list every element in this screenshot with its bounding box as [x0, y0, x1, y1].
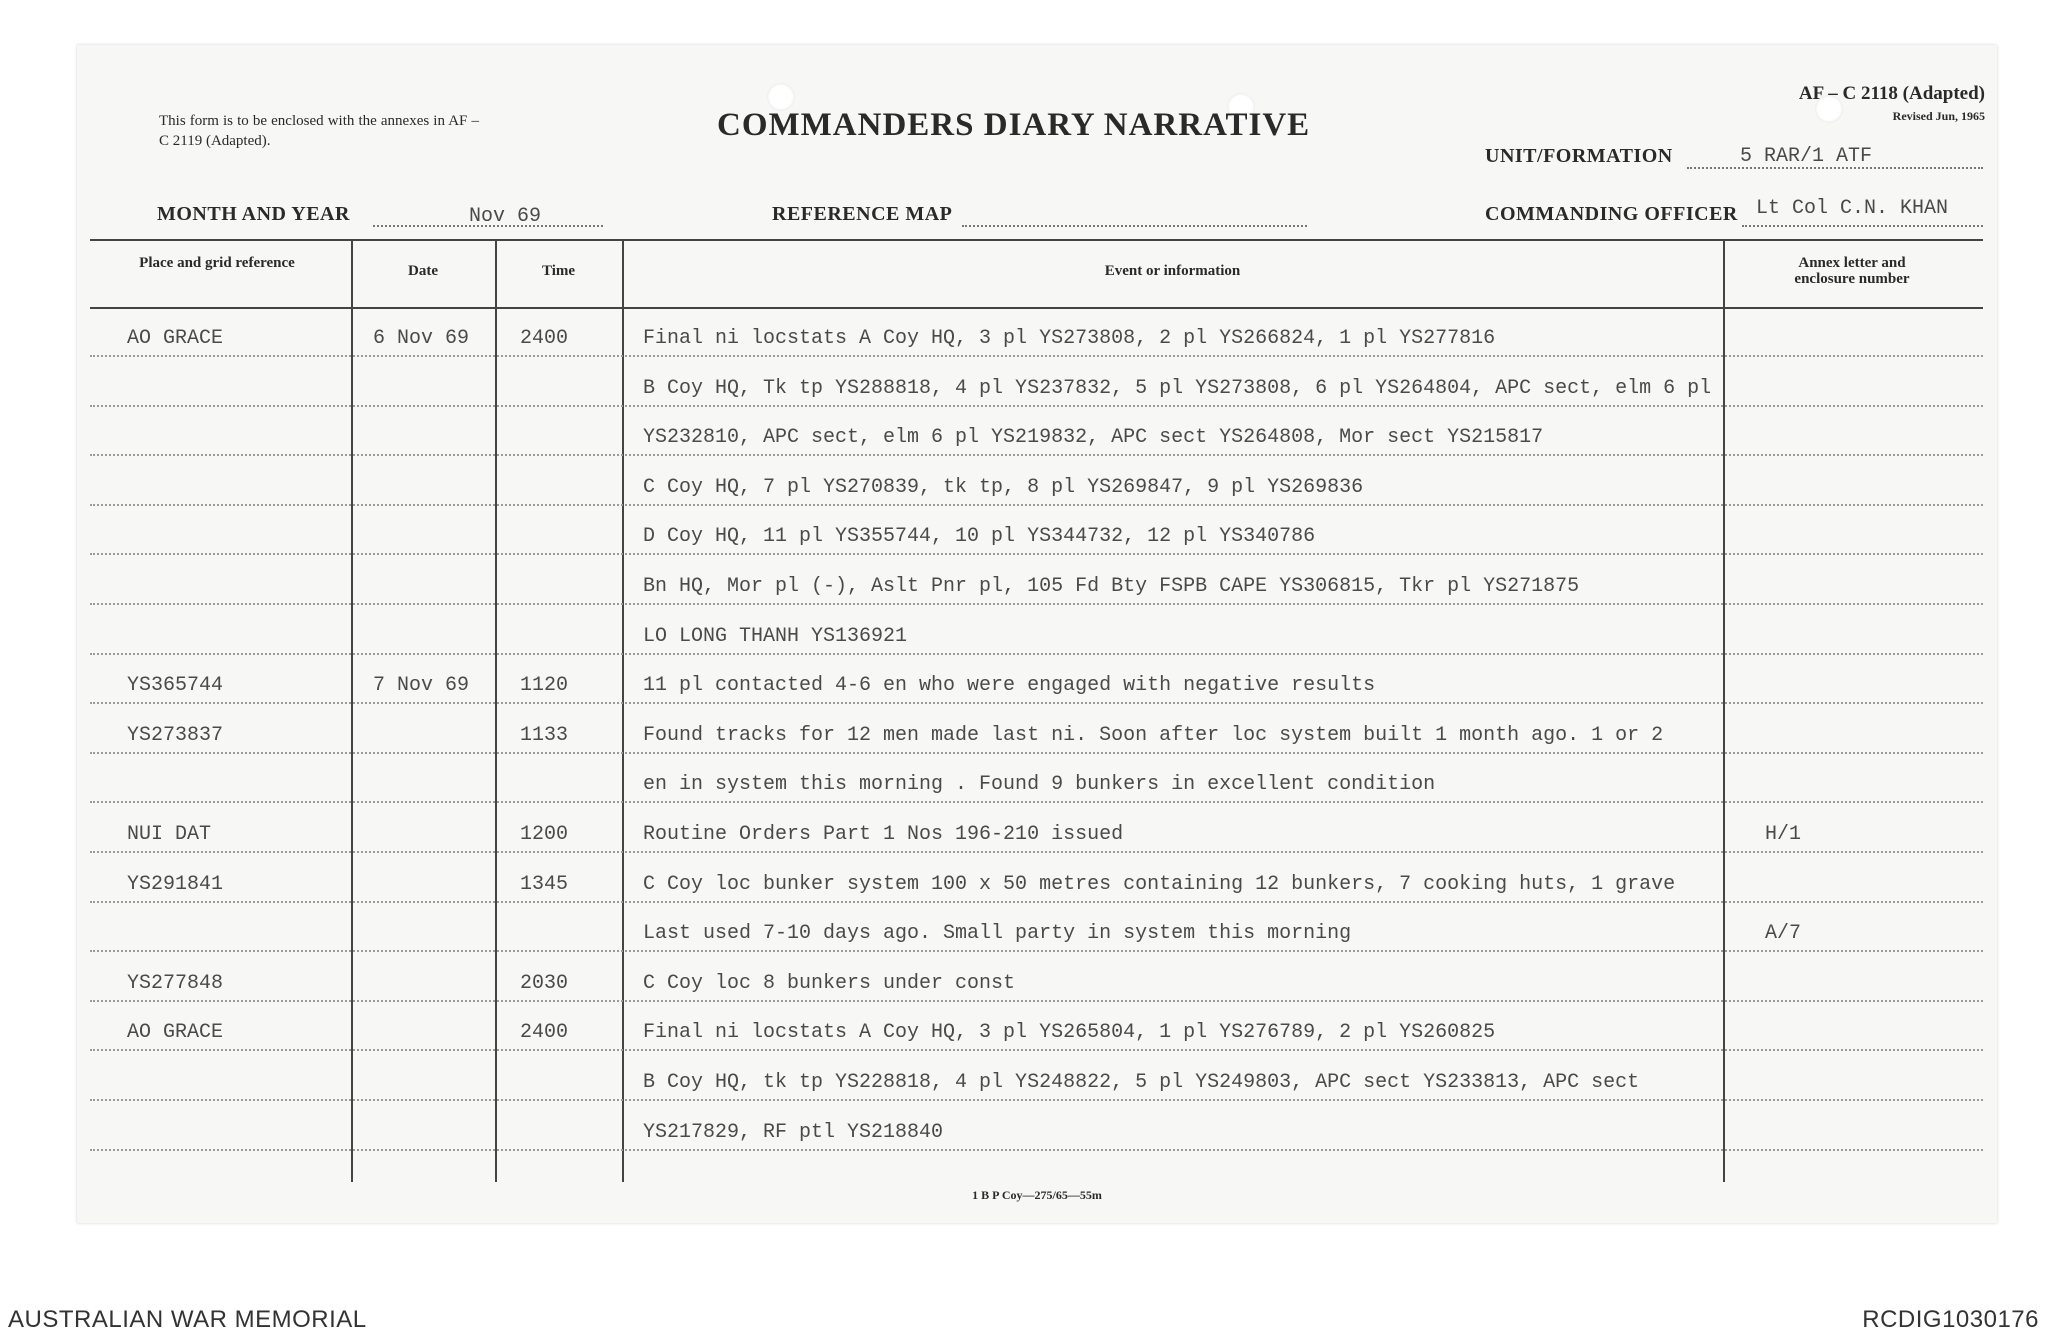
col-date-header: Date — [408, 263, 438, 279]
event-cell: B Coy HQ, Tk tp YS288818, 4 pl YS237832, 5 pl YS273808, 6 pl YS264804, APC sect, elm 6 pl — [643, 376, 1712, 400]
event-cell: Bn HQ, Mor pl (-), Aslt Pnr pl, 105 Fd Bty FSPB CAPE YS306815, Tkr pl YS271875 — [643, 575, 1580, 598]
column-divider — [351, 239, 353, 1182]
time-cell: 2400 — [520, 1021, 569, 1045]
event-cell: YS217829, RF ptl YS218840 — [643, 1120, 944, 1144]
reference-map-label: REFERENCE MAP — [772, 203, 953, 225]
event-cell: Found tracks for 12 men made last ni. Soon after loc system built 1 month ago. 1 or 2 — [643, 723, 1664, 747]
row-dotted-line — [90, 950, 1983, 952]
col-event-header: Event or information — [1104, 263, 1241, 279]
column-divider — [495, 239, 497, 1182]
revision-date: Revised Jun, 1965 — [1892, 109, 1985, 123]
row-dotted-line — [90, 504, 1983, 506]
row-dotted-line — [90, 851, 1983, 853]
time-cell: 1345 — [520, 872, 569, 896]
row-dotted-line — [90, 901, 1983, 903]
time-cell: 1133 — [520, 723, 569, 747]
archive-reference: RCDIG1030176 — [1862, 1306, 2039, 1333]
column-divider — [1723, 239, 1725, 1182]
col-place-header: Place and grid reference — [139, 255, 295, 271]
unit-label: UNIT/FORMATION — [1485, 145, 1673, 167]
event-cell: en in system this morning . Found 9 bunkers in excellent condition — [643, 773, 1436, 797]
row-dotted-line — [90, 653, 1983, 655]
printer-imprint: 1 B P Coy—275/65—55m — [972, 1188, 1102, 1202]
event-cell: 11 pl contacted 4-6 en who were engaged with negative results — [643, 674, 1376, 698]
row-dotted-line — [90, 752, 1983, 754]
row-dotted-line — [90, 702, 1983, 704]
form-sheet — [77, 45, 1997, 1223]
event-cell: Routine Orders Part 1 Nos 196-210 issued — [643, 823, 1124, 846]
row-dotted-line — [90, 801, 1983, 803]
row-dotted-line — [90, 1099, 1983, 1101]
reference-map-dotted-line — [962, 225, 1307, 227]
header-bottom-rule — [90, 307, 1983, 309]
place-cell: YS365744 — [127, 674, 224, 698]
month-year-value: Nov 69 — [469, 205, 542, 228]
row-dotted-line — [90, 405, 1983, 407]
table-top-rule — [90, 239, 1983, 241]
time-cell: 1120 — [520, 674, 569, 698]
annex-cell: H/1 — [1765, 823, 1802, 846]
row-dotted-line — [90, 355, 1983, 357]
event-cell: C Coy loc bunker system 100 x 50 metres containing 12 bunkers, 7 cooking huts, 1 grave — [643, 872, 1676, 896]
event-cell: B Coy HQ, tk tp YS228818, 4 pl YS248822, 5 pl YS249803, APC sect YS233813, APC sect — [643, 1071, 1640, 1094]
event-cell: Final ni locstats A Coy HQ, 3 pl YS273808, 2 pl YS266824, 1 pl YS277816 — [643, 327, 1496, 350]
col-time-header: Time — [541, 263, 576, 279]
column-divider — [622, 239, 624, 1182]
commanding-officer-value: Lt Col C.N. KHAN — [1756, 197, 1949, 220]
time-cell: 2400 — [520, 327, 569, 350]
place-cell: AO GRACE — [127, 327, 224, 350]
time-cell: 2030 — [520, 971, 569, 995]
commanding-officer-label: COMMANDING OFFICER — [1485, 203, 1738, 225]
event-cell: Last used 7-10 days ago. Small party in system this morning — [643, 922, 1352, 946]
place-cell: YS291841 — [127, 872, 224, 896]
row-dotted-line — [90, 1149, 1983, 1151]
annex-cell: A/7 — [1765, 922, 1802, 946]
form-title: COMMANDERS DIARY NARRATIVE — [717, 107, 1311, 143]
co-dotted-line — [1742, 225, 1983, 227]
event-cell: D Coy HQ, 11 pl YS355744, 10 pl YS344732, 12 pl YS340786 — [643, 525, 1316, 549]
time-cell: 1200 — [520, 823, 569, 846]
date-cell: 6 Nov 69 — [373, 327, 470, 350]
place-cell: AO GRACE — [127, 1021, 224, 1045]
event-cell: Final ni locstats A Coy HQ, 3 pl YS265804, 1 pl YS276789, 2 pl YS260825 — [643, 1021, 1496, 1045]
unit-value: 5 RAR/1 ATF — [1740, 145, 1873, 168]
row-dotted-line — [90, 454, 1983, 456]
col-annex-header: Annex letter and enclosure number — [1794, 255, 1910, 287]
form-notice: This form is to be enclosed with the annexes in AF – C 2119 (Adapted). — [159, 113, 479, 149]
event-cell: C Coy loc 8 bunkers under const — [643, 971, 1016, 995]
row-dotted-line — [90, 1049, 1983, 1051]
form-number: AF – C 2118 (Adapted) — [1798, 83, 1985, 104]
row-dotted-line — [90, 553, 1983, 555]
place-cell: YS273837 — [127, 723, 224, 747]
date-cell: 7 Nov 69 — [373, 674, 470, 698]
event-cell: LO LONG THANH YS136921 — [643, 624, 908, 648]
row-dotted-line — [90, 603, 1983, 605]
archive-credit: AUSTRALIAN WAR MEMORIAL — [8, 1306, 367, 1333]
place-cell: NUI DAT — [127, 823, 212, 846]
place-cell: YS277848 — [127, 971, 224, 995]
event-cell: YS232810, APC sect, elm 6 pl YS219832, APC sect YS264808, Mor sect YS215817 — [643, 426, 1544, 450]
event-cell: C Coy HQ, 7 pl YS270839, tk tp, 8 pl YS269847, 9 pl YS269836 — [643, 475, 1364, 499]
row-dotted-line — [90, 1000, 1983, 1002]
month-year-label: MONTH AND YEAR — [157, 203, 350, 225]
